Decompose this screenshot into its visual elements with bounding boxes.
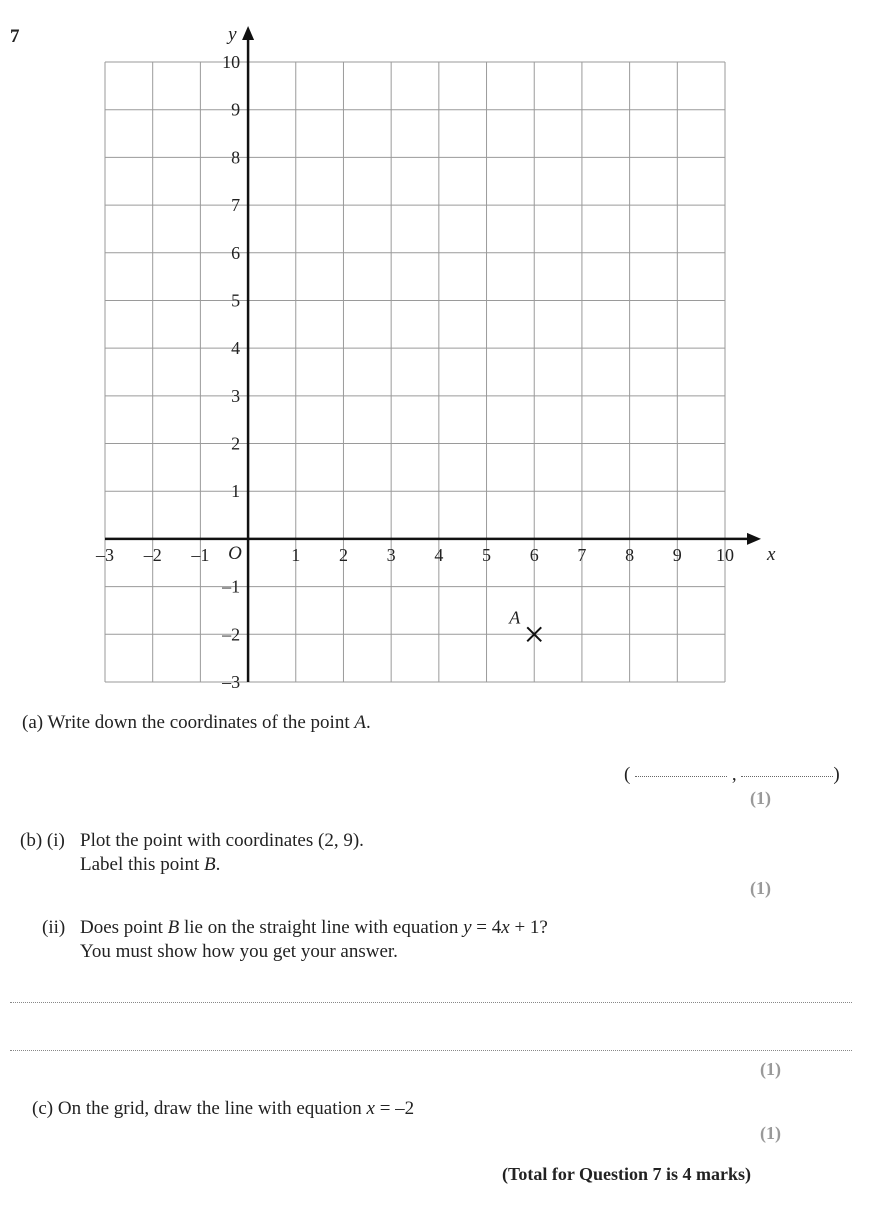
part-b-i-label: (b) (i) (20, 830, 65, 851)
x-axis-label: x (767, 543, 776, 565)
y-tick-label: 8 (231, 147, 241, 168)
part-a-question (22, 711, 371, 735)
part-c-label: (c) (32, 1098, 54, 1119)
x-tick-label: 7 (577, 544, 587, 565)
y-tick-label: 4 (231, 338, 241, 359)
x-tick-label: 9 (672, 544, 682, 565)
part-b-i-line2 (80, 853, 220, 877)
x-tick-label: 8 (625, 544, 635, 565)
x-tick-label: 2 (338, 544, 348, 565)
x-tick-label: 5 (482, 544, 492, 565)
point-a-label: A (509, 607, 521, 628)
part-b-i-period: . (215, 854, 221, 875)
part-b-ii-var-b: B (167, 917, 180, 938)
part-b-i-mark: (1) (750, 878, 771, 898)
x-tick-label: –1 (191, 544, 210, 565)
y-tick-label: 1 (231, 481, 241, 502)
y-tick-label: –1 (222, 576, 241, 597)
part-b-ii-var-y: y (463, 917, 472, 938)
part-b-ii-eq-end: + 1? (509, 917, 548, 938)
x-tick-label: 4 (434, 544, 444, 565)
y-tick-label: 10 (222, 52, 241, 72)
part-c-text: On the grid, draw the line with equation (57, 1098, 367, 1119)
part-a-var: A (354, 712, 366, 733)
part-a-mark: (1) (750, 788, 771, 808)
y-axis-arrow (242, 26, 254, 40)
answer-comma: , (731, 764, 737, 785)
x-axis-arrow (747, 533, 761, 545)
x-tick-label: 3 (386, 544, 396, 565)
y-tick-label: 5 (231, 290, 241, 311)
answer-close-paren: ) (833, 764, 840, 785)
y-tick-label: 3 (231, 385, 241, 406)
origin-label: O (228, 542, 242, 564)
part-a-answer[interactable] (624, 763, 840, 787)
part-b-ii-mark: (1) (760, 1059, 781, 1079)
part-a-period: . (365, 712, 371, 733)
part-b-ii-line2: You must show how you get your answer. (80, 941, 398, 962)
part-c-eq: = –2 (374, 1098, 415, 1119)
answer-line-1[interactable] (10, 1002, 852, 1003)
answer-open-paren: ( (624, 764, 631, 785)
question-number: 7 (10, 26, 20, 47)
x-tick-label: –2 (143, 544, 162, 565)
answer-y-field[interactable] (741, 775, 833, 777)
part-a-text: Write down the coordinates of the point (47, 712, 355, 733)
part-b-i-line1: Plot the point with coordinates (2, 9). (80, 830, 364, 851)
part-c-mark: (1) (760, 1123, 781, 1143)
y-tick-label: –2 (222, 624, 241, 645)
part-c-var: x (366, 1098, 375, 1119)
y-tick-label: 9 (231, 99, 241, 120)
y-tick-label: –3 (222, 672, 241, 692)
part-b-ii-eq-mid: = 4 (471, 917, 502, 938)
y-tick-label: 2 (231, 433, 241, 454)
part-c-question (32, 1097, 414, 1121)
part-b-ii-text-1: Does point (80, 917, 168, 938)
part-b-ii-text-2: lie on the straight line with equation (179, 917, 464, 938)
y-tick-label: 7 (231, 195, 241, 216)
x-tick-label: 1 (291, 544, 301, 565)
y-tick-label: 6 (231, 242, 241, 263)
y-axis-label: y (228, 24, 237, 45)
answer-x-field[interactable] (635, 775, 727, 777)
question-total: (Total for Question 7 is 4 marks) (502, 1164, 752, 1184)
part-b-ii-label: (ii) (42, 917, 66, 938)
part-b-ii-line1 (80, 916, 548, 940)
part-b-ii-var-x: x (501, 917, 510, 938)
part-b-i-line2-text: Label this point (80, 854, 205, 875)
answer-line-2[interactable] (10, 1050, 852, 1051)
x-tick-label: 6 (529, 544, 539, 565)
x-tick-label: –3 (96, 544, 114, 565)
part-a-label: (a) (22, 712, 44, 733)
part-b-i-var: B (204, 854, 216, 875)
x-tick-label: 10 (716, 544, 734, 565)
